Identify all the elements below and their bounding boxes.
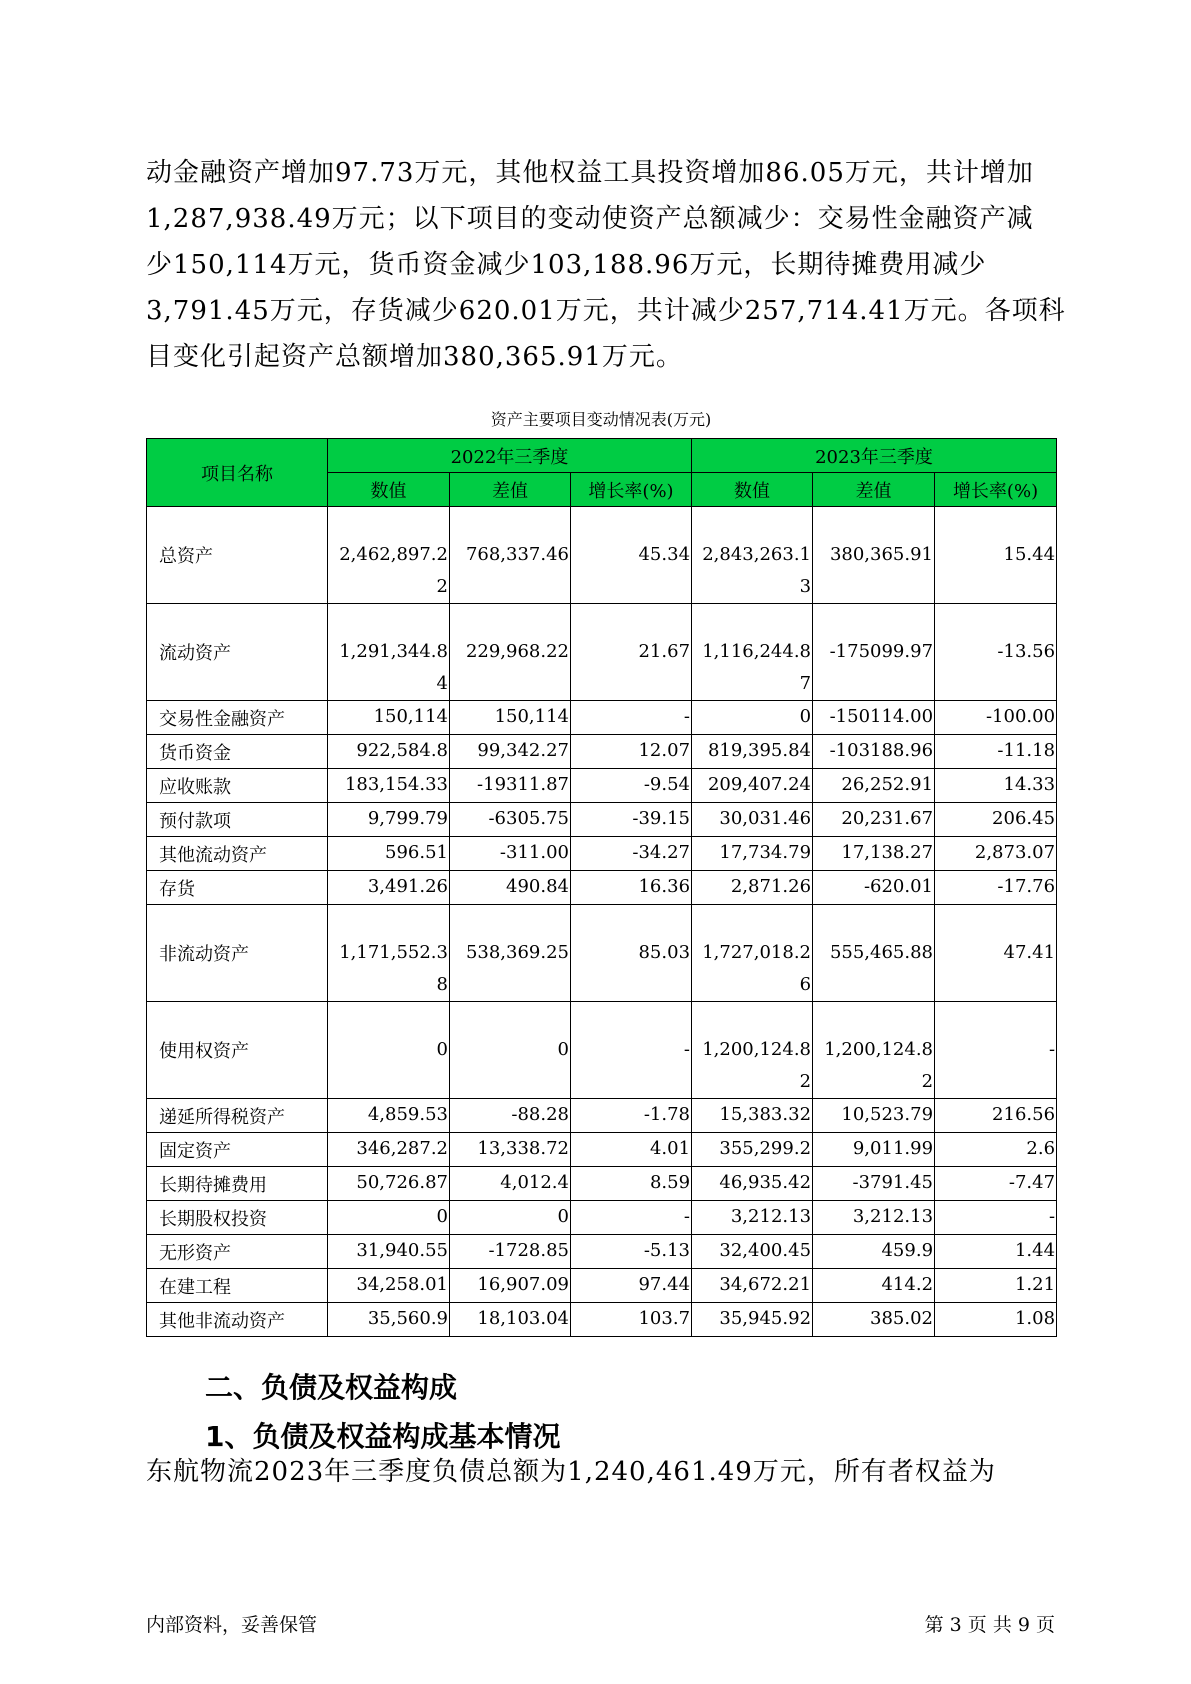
row-cell: 4,859.53 — [328, 1099, 450, 1133]
row-cell: 380,365.91 — [813, 507, 935, 604]
row-cell: 1,727,018.26 — [692, 905, 813, 1002]
row-cell: 8.59 — [571, 1167, 692, 1201]
row-item-name: 总资产 — [147, 507, 328, 604]
row-cell: 459.9 — [813, 1235, 935, 1269]
table-caption: 资产主要项目变动情况表(万元) — [490, 410, 712, 429]
header-diff-2023: 差值 — [813, 473, 935, 507]
row-cell: 9,011.99 — [813, 1133, 935, 1167]
row-cell: 35,945.92 — [692, 1303, 813, 1337]
row-cell: -620.01 — [813, 871, 935, 905]
table-row — [147, 1133, 1057, 1167]
footer-page-number: 第 3 页 共 9 页 — [924, 1614, 1055, 1636]
intro-line: 动金融资产增加97.73万元，其他权益工具投资增加86.05万元，共计增加 — [146, 158, 1034, 188]
row-cell: -9.54 — [571, 769, 692, 803]
footer-confidential-note: 内部资料，妥善保管 — [146, 1614, 318, 1636]
intro-line: 3,791.45万元，存货减少620.01万元，共计减少257,714.41万元。各项科 — [146, 296, 1066, 326]
table-row — [147, 1002, 1057, 1099]
row-item-name: 在建工程 — [147, 1269, 328, 1303]
row-cell: 16.36 — [571, 871, 692, 905]
table-row — [147, 837, 1057, 871]
intro-line: 目变化引起资产总额增加380,365.91万元。 — [146, 342, 683, 372]
outro-paragraph — [146, 1449, 1046, 1495]
row-item-name: 应收账款 — [147, 769, 328, 803]
row-cell: 3,212.13 — [692, 1201, 813, 1235]
header-value-2022: 数值 — [328, 473, 450, 507]
row-cell: -13.56 — [935, 604, 1057, 701]
row-item-name: 长期待摊费用 — [147, 1167, 328, 1201]
row-cell: -5.13 — [571, 1235, 692, 1269]
row-cell: 99,342.27 — [450, 735, 571, 769]
row-cell: 206.45 — [935, 803, 1057, 837]
header-growth-2023: 增长率(%) — [935, 473, 1057, 507]
row-item-name: 固定资产 — [147, 1133, 328, 1167]
row-cell: 4.01 — [571, 1133, 692, 1167]
row-cell: 45.34 — [571, 507, 692, 604]
row-cell: -6305.75 — [450, 803, 571, 837]
table-row — [147, 803, 1057, 837]
row-cell: 555,465.88 — [813, 905, 935, 1002]
row-cell: 103.7 — [571, 1303, 692, 1337]
row-cell: -7.47 — [935, 1167, 1057, 1201]
row-cell: 229,968.22 — [450, 604, 571, 701]
row-cell: 1,200,124.82 — [813, 1002, 935, 1099]
table-row — [147, 1099, 1057, 1133]
row-cell: 97.44 — [571, 1269, 692, 1303]
row-cell: - — [571, 701, 692, 735]
row-cell: 596.51 — [328, 837, 450, 871]
header-period-2022: 2022年三季度 — [328, 439, 692, 473]
row-item-name: 存货 — [147, 871, 328, 905]
table-row — [147, 905, 1057, 1002]
table-row — [147, 871, 1057, 905]
outro-line: 东航物流2023年三季度负债总额为1,240,461.49万元，所有者权益为 — [146, 1457, 996, 1487]
row-cell: 2,873.07 — [935, 837, 1057, 871]
row-cell: 1,171,552.38 — [328, 905, 450, 1002]
row-item-name: 使用权资产 — [147, 1002, 328, 1099]
row-item-name: 长期股权投资 — [147, 1201, 328, 1235]
row-cell: 34,258.01 — [328, 1269, 450, 1303]
row-cell: 47.41 — [935, 905, 1057, 1002]
row-cell: - — [571, 1002, 692, 1099]
row-cell: 1.21 — [935, 1269, 1057, 1303]
row-cell: 15,383.32 — [692, 1099, 813, 1133]
row-cell: 1.44 — [935, 1235, 1057, 1269]
row-cell: 17,734.79 — [692, 837, 813, 871]
header-value-2023: 数值 — [692, 473, 813, 507]
row-cell: - — [935, 1201, 1057, 1235]
row-cell: 216.56 — [935, 1099, 1057, 1133]
row-cell: 34,672.21 — [692, 1269, 813, 1303]
header-diff-2022: 差值 — [450, 473, 571, 507]
row-cell: 150,114 — [328, 701, 450, 735]
row-cell: 15.44 — [935, 507, 1057, 604]
row-cell: 414.2 — [813, 1269, 935, 1303]
row-cell: 0 — [692, 701, 813, 735]
row-cell: -17.76 — [935, 871, 1057, 905]
row-cell: 1,116,244.87 — [692, 604, 813, 701]
row-cell: 768,337.46 — [450, 507, 571, 604]
row-cell: 18,103.04 — [450, 1303, 571, 1337]
row-cell: 16,907.09 — [450, 1269, 571, 1303]
row-item-name: 交易性金融资产 — [147, 701, 328, 735]
table-row — [147, 1167, 1057, 1201]
row-cell: 1,291,344.84 — [328, 604, 450, 701]
row-cell: -311.00 — [450, 837, 571, 871]
section-heading: 二、负债及权益构成 — [205, 1371, 458, 1404]
row-item-name: 其他流动资产 — [147, 837, 328, 871]
row-cell: -103188.96 — [813, 735, 935, 769]
row-cell: 9,799.79 — [328, 803, 450, 837]
table-row — [147, 507, 1057, 604]
row-cell: -1.78 — [571, 1099, 692, 1133]
row-item-name: 预付款项 — [147, 803, 328, 837]
row-cell: 0 — [328, 1002, 450, 1099]
row-cell: 0 — [450, 1201, 571, 1235]
row-cell: 2,871.26 — [692, 871, 813, 905]
row-cell: 385.02 — [813, 1303, 935, 1337]
row-cell: 21.67 — [571, 604, 692, 701]
row-item-name: 无形资产 — [147, 1235, 328, 1269]
row-cell: 819,395.84 — [692, 735, 813, 769]
row-cell: -150114.00 — [813, 701, 935, 735]
row-cell: 30,031.46 — [692, 803, 813, 837]
intro-line: 少150,114万元，货币资金减少103,188.96万元，长期待摊费用减少 — [146, 250, 987, 280]
intro-paragraph — [146, 150, 1066, 380]
row-cell: 1.08 — [935, 1303, 1057, 1337]
table-row — [147, 701, 1057, 735]
row-item-name: 递延所得税资产 — [147, 1099, 328, 1133]
row-cell: -11.18 — [935, 735, 1057, 769]
table-row — [147, 1269, 1057, 1303]
table-row — [147, 769, 1057, 803]
row-cell: 538,369.25 — [450, 905, 571, 1002]
row-cell: 46,935.42 — [692, 1167, 813, 1201]
row-cell: 0 — [450, 1002, 571, 1099]
intro-line: 1,287,938.49万元；以下项目的变动使资产总额减少：交易性金融资产减 — [146, 204, 1034, 234]
table-row — [147, 1201, 1057, 1235]
row-cell: 346,287.2 — [328, 1133, 450, 1167]
row-cell: 2,462,897.22 — [328, 507, 450, 604]
row-cell: 4,012.4 — [450, 1167, 571, 1201]
assets-change-table — [146, 438, 1057, 1337]
row-cell: 14.33 — [935, 769, 1057, 803]
row-cell: 50,726.87 — [328, 1167, 450, 1201]
row-cell: 26,252.91 — [813, 769, 935, 803]
row-cell: 85.03 — [571, 905, 692, 1002]
row-cell: 17,138.27 — [813, 837, 935, 871]
row-cell: -3791.45 — [813, 1167, 935, 1201]
header-item-name: 项目名称 — [147, 439, 328, 507]
row-cell: 183,154.33 — [328, 769, 450, 803]
row-cell: 12.07 — [571, 735, 692, 769]
row-cell: 0 — [328, 1201, 450, 1235]
row-cell: -100.00 — [935, 701, 1057, 735]
row-cell: 2,843,263.13 — [692, 507, 813, 604]
row-cell: 10,523.79 — [813, 1099, 935, 1133]
row-cell: -1728.85 — [450, 1235, 571, 1269]
row-cell: 1,200,124.82 — [692, 1002, 813, 1099]
row-cell: -88.28 — [450, 1099, 571, 1133]
row-cell: 150,114 — [450, 701, 571, 735]
row-item-name: 其他非流动资产 — [147, 1303, 328, 1337]
table-row — [147, 604, 1057, 701]
row-item-name: 流动资产 — [147, 604, 328, 701]
row-cell: -34.27 — [571, 837, 692, 871]
table-row — [147, 1235, 1057, 1269]
row-cell: 3,491.26 — [328, 871, 450, 905]
row-cell: 209,407.24 — [692, 769, 813, 803]
row-cell: 20,231.67 — [813, 803, 935, 837]
row-cell: 31,940.55 — [328, 1235, 450, 1269]
row-cell: 35,560.9 — [328, 1303, 450, 1337]
row-item-name: 货币资金 — [147, 735, 328, 769]
row-cell: - — [571, 1201, 692, 1235]
row-item-name: 非流动资产 — [147, 905, 328, 1002]
row-cell: 2.6 — [935, 1133, 1057, 1167]
row-cell: 355,299.2 — [692, 1133, 813, 1167]
row-cell: -19311.87 — [450, 769, 571, 803]
table-body — [147, 507, 1057, 1337]
row-cell: 922,584.8 — [328, 735, 450, 769]
row-cell: - — [935, 1002, 1057, 1099]
row-cell: -39.15 — [571, 803, 692, 837]
table-row — [147, 1303, 1057, 1337]
row-cell: 13,338.72 — [450, 1133, 571, 1167]
header-growth-2022: 增长率(%) — [571, 473, 692, 507]
row-cell: -175099.97 — [813, 604, 935, 701]
row-cell: 490.84 — [450, 871, 571, 905]
row-cell: 3,212.13 — [813, 1201, 935, 1235]
subsection-heading: 1、负债及权益构成基本情况 — [205, 1420, 561, 1453]
row-cell: 32,400.45 — [692, 1235, 813, 1269]
header-period-2023: 2023年三季度 — [692, 439, 1057, 473]
table-row — [147, 735, 1057, 769]
